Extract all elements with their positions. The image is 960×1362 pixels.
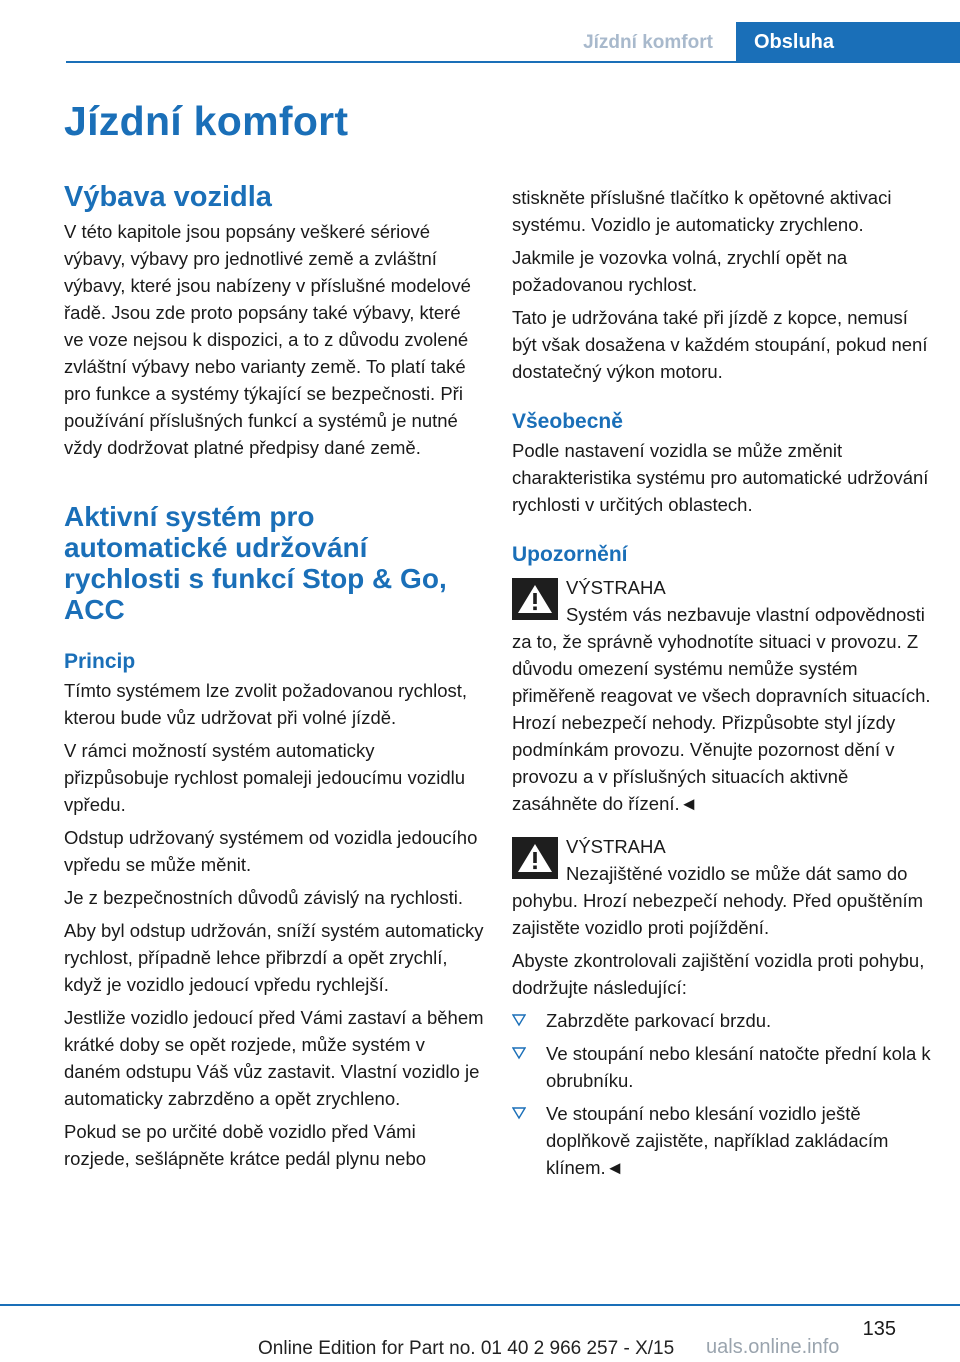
paragraph-right-3: Tato je udržována také při jízdě z kopce, nemusí být však dosažena v každém stoupání, pokud není dostatečný výkon motoru. [512,307,928,382]
list-item [512,1100,932,1181]
heading-equipment: Výbava vozidla [64,181,272,213]
warning-triangle-icon [512,837,558,879]
header-rule [66,61,960,63]
warning-block-2 [512,833,932,941]
warning-1-text: Systém vás nezbavuje vlastní odpovědnosti za to, že správně vyhodnotíte situaci v provozu. Z důvodu omezení systému nemůže systém přiměřeně reagovat ve všech dopravních situacích. Hrozí nebezpečí nehody. Přizpůsobte styl jízdy podmínkám provozu. Věnujte pozornost dění v provozu a v příslušných situacích aktivně zasáhněte do řízení.◄ [512,604,931,814]
paragraph-right-2: Jakmile je vozovka volná, zrychlí opět na požadovanou rychlost. [512,247,848,295]
triangle-bullet-icon [512,1046,526,1060]
list-item [512,1007,932,1034]
right-column [512,184,932,1187]
paragraph-equipment: V této kapitole jsou popsány veškeré sériové výbavy, výbavy pro jednotlivé země a zvláštní výbavy, které jsou nabízeny v příslušné modelové řadě. Jsou zde proto popsány také výbavy, které ve voze nejsou k dispozici, a to z důvodu zvolené zvláštní výbavy nebo varianty země. To platí také pro funkce a systémy týkající se bezpečnosti. Při používání příslušných funkcí a systémů je nutné vždy dodržovat platné předpisy dané země. [64,221,471,458]
triangle-bullet-icon [512,1106,526,1120]
heading-principle: Princip [64,650,136,673]
triangle-bullet-icon [512,1013,526,1027]
paragraph-check: Abyste zkontrolovali zajištění vozidla proti pohybu, dodržujte následující: [512,950,925,998]
heading-acc: Aktivní systém pro automatické udržování rychlosti s funkcí Stop & Go, ACC [64,501,447,625]
warning-triangle-icon [512,578,558,620]
paragraph-right-1: stiskněte příslušné tlačítko k opětovné aktivaci systému. Vozidlo je automaticky zrychleno. [512,187,892,235]
paragraph-principle-6: Jestliže vozidlo jedoucí před Vámi zastaví a během krátké doby se opět rozjede, může systém v daném odstupu Váš vůz zastavit. Vlastní vozidlo je automaticky zabrzděno a opět zrychleno. [64,1007,484,1109]
list-item-text: Ve stoupání nebo klesání vozidlo ještě doplňkově zajistěte, například zakládacím klínem.◄ [546,1103,889,1178]
paragraph-principle-1: Tímto systémem lze zvolit požadovanou rychlost, kterou bude vůz udržovat při volné jízdě. [64,680,468,728]
warning-block-1 [512,574,932,817]
page-number: 135 [862,1318,896,1340]
heading-notes: Upozornění [512,543,628,566]
edition-note: Online Edition for Part no. 01 40 2 966 257 - X/15 [258,1338,675,1359]
paragraph-general: Podle nastavení vozidla se může změnit charakteristika systému pro automatické udržování rychlosti v určitých oblastech. [512,440,929,515]
warning-2-text: Nezajištěné vozidlo se může dát samo do pohybu. Hrozí nebezpečí nehody. Před opuštěním zajistěte vozidlo proti pojíždění. [512,863,924,938]
running-header-chapter: Obsluha [736,22,960,63]
watermark-site: uals.online.info [706,1336,840,1358]
left-column [64,180,484,1178]
list-item-text: Zabrzděte parkovací brzdu. [546,1010,772,1031]
warning-1-title: VÝSTRAHA [566,577,666,598]
paragraph-principle-2: V rámci možností systém automaticky přizpůsobuje rychlost pomaleji jedoucímu vozidlu vpředu. [64,740,466,815]
paragraph-principle-4: Je z bezpečnostních důvodů závislý na rychlosti. [64,887,463,908]
paragraph-principle-3: Odstup udržovaný systémem od vozidla jedoucího vpředu se může měnit. [64,827,478,875]
bullet-list [512,1007,932,1181]
warning-2-title: VÝSTRAHA [566,836,666,857]
heading-general: Všeobecně [512,410,623,433]
paragraph-principle-7: Pokud se po určité době vozidlo před Vámi rozjede, sešlápněte krátce pedál plynu nebo [64,1121,427,1169]
paragraph-principle-5: Aby byl odstup udržován, sníží systém automaticky rychlost, případně lehce přibrzdí a opět zrychlí, když je vozidlo jedoucí vpředu rychlejší. [64,920,484,995]
page-title: Jízdní komfort [64,98,349,144]
footer-rule [0,1304,960,1306]
list-item-text: Ve stoupání nebo klesání natočte přední kola k obrubníku. [546,1043,931,1091]
list-item [512,1040,932,1094]
running-header-section: Jízdní komfort [583,31,713,53]
